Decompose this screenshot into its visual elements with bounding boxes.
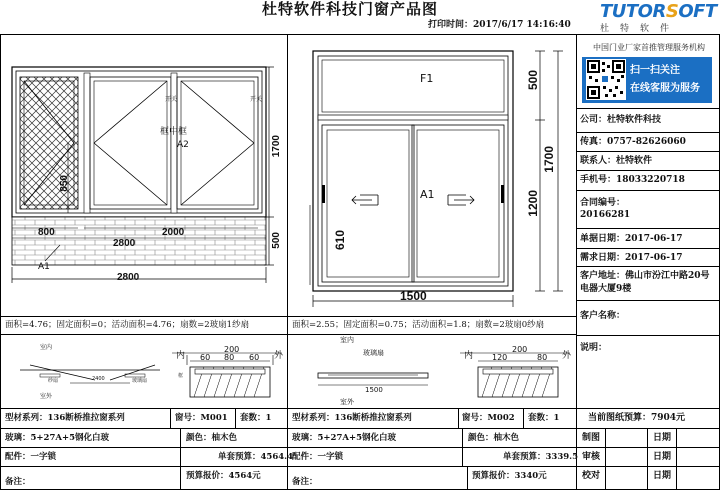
left-sec-2400: 2400	[92, 376, 105, 382]
rp-row	[576, 248, 720, 249]
left-dim-2800b: 2800	[117, 272, 140, 283]
right-sec-1500: 1500	[365, 386, 383, 394]
rp-row	[576, 108, 720, 109]
right-dim-1200: 1200	[526, 190, 540, 217]
right-sec-out: 室外	[340, 398, 354, 406]
right-sec-inner: 内	[464, 351, 474, 361]
divider-right	[576, 34, 577, 490]
left-label-fixed2: 开关	[250, 96, 263, 103]
right-color: 颜色：柚木色	[468, 433, 520, 443]
row-series-top	[0, 408, 720, 409]
qr-line-2: 在线客服为服务	[630, 83, 700, 94]
right-section-drawing	[288, 335, 576, 408]
review-label: 审核	[582, 452, 601, 462]
address: 客户地址：佛山市汾江中路20号	[580, 271, 710, 281]
left-label-mid: 框中框	[160, 127, 188, 137]
right-label-a1: A1	[420, 188, 435, 201]
right-series: 型材系列：136断桥推拉窗系列	[292, 413, 412, 423]
left-sec-in: 室内	[40, 344, 53, 351]
right-sec-glass: 玻璃扇	[363, 349, 384, 357]
left-sec-out: 室外	[40, 393, 53, 400]
left-label-fixed1: 开关	[165, 96, 178, 103]
left-dim-2800a: 2800	[113, 238, 136, 249]
right-label-f1: F1	[420, 72, 434, 85]
contract-no: 20166281	[580, 210, 631, 220]
vsep	[647, 428, 648, 490]
left-sets: 套数：1	[240, 413, 272, 423]
address-line2: 电器大厦9楼	[580, 284, 632, 294]
row-acc-top	[0, 447, 720, 448]
customer-name: 客户名称：	[580, 311, 626, 321]
right-glass: 玻璃：5+27A+5钢化白玻	[292, 433, 396, 443]
rp-row	[576, 300, 720, 301]
row-glass-top	[0, 428, 720, 429]
right-dim-1700: 1700	[542, 146, 556, 173]
print-time: 打印时间：2017/6/17 14:16:40	[428, 20, 571, 30]
left-window-drawing	[0, 35, 287, 316]
right-sec-80: 80	[537, 353, 548, 362]
left-dim-800: 800	[38, 227, 55, 238]
made-label: 制图	[582, 433, 601, 443]
row-area-top	[0, 316, 576, 317]
qr-line-1: 扫一扫关注	[630, 65, 680, 76]
right-area-line: 面积=2.55；固定面积=0.75；活动面积=1.8；扇数=2玻扇0纱扇	[292, 320, 545, 330]
vsep	[235, 408, 236, 428]
left-label-a1: A1	[38, 262, 50, 272]
vsep	[170, 408, 171, 428]
date-label-1: 日期	[653, 433, 672, 443]
right-unit-budget: 单套预算：3339.5	[503, 452, 579, 462]
vsep	[180, 428, 181, 466]
contact: 联系人：杜特软件	[580, 156, 653, 166]
left-sec-s1: 纱扇	[48, 378, 59, 384]
right-sec-120: 120	[492, 353, 508, 362]
right-accessory: 配件：一字锁	[292, 452, 344, 462]
left-accessory: 配件：一字锁	[5, 452, 57, 462]
fax: 传真：0757-82626060	[580, 137, 686, 147]
vsep	[605, 428, 606, 490]
vsep	[462, 428, 463, 466]
phone: 手机号：18033220718	[580, 175, 685, 185]
right-dim-1500: 1500	[400, 289, 427, 303]
left-glass: 玻璃：5+27A+5钢化白玻	[5, 433, 109, 443]
need-date: 需求日期：2017-06-17	[580, 253, 683, 263]
rp-row	[576, 266, 720, 267]
right-dim-500: 500	[526, 70, 540, 91]
order-date: 单据日期：2017-06-17	[580, 234, 683, 244]
left-series: 型材系列：136断桥推拉窗系列	[5, 413, 125, 423]
note: 说明：	[580, 343, 608, 353]
brand-logo: TUTORSOFT	[600, 1, 717, 22]
rp-row	[576, 190, 720, 191]
right-sets: 套数：1	[528, 413, 560, 423]
left-dim-2000: 2000	[162, 227, 185, 238]
vsep	[458, 408, 459, 428]
vsep	[180, 466, 181, 490]
left-window-no: 窗号：M001	[175, 413, 228, 423]
vsep	[523, 408, 524, 428]
check-label: 校对	[582, 471, 601, 481]
right-sec-outer: 外	[562, 351, 572, 361]
left-sec-inner: 内	[176, 351, 186, 361]
left-sec-80: 80	[224, 353, 235, 362]
left-sec-s3: 框	[178, 373, 184, 379]
company-name: 公司：杜特软件科技	[580, 115, 662, 125]
page-title: 杜特软件科技门窗产品图	[262, 0, 439, 18]
left-dim-850: 850	[59, 175, 70, 192]
total-budget: 当前图纸预算：7904元	[588, 413, 686, 423]
contract-label: 合同编号：	[580, 198, 626, 208]
right-window-no: 窗号：M002	[462, 413, 515, 423]
left-dim-500: 500	[271, 232, 282, 249]
left-budget-quote: 预算报价：4564元	[186, 471, 261, 481]
date-label-2: 日期	[653, 452, 672, 462]
left-sec-outer: 外	[274, 351, 284, 361]
right-sec-in: 室内	[340, 336, 354, 344]
left-color: 颜色：柚木色	[186, 433, 238, 443]
rp-row	[576, 151, 720, 152]
left-sec-200: 200	[224, 345, 240, 354]
rp-row	[576, 170, 720, 171]
left-remark: 备注：	[5, 477, 31, 487]
brand-subtitle: 杜特软件	[600, 24, 681, 34]
row-budget-top	[0, 466, 720, 467]
left-sec-60a: 60	[200, 353, 211, 362]
left-sec-s2: 玻璃扇	[132, 378, 148, 384]
vsep	[467, 466, 468, 490]
left-sec-60b: 60	[249, 353, 260, 362]
qr-code-icon	[586, 59, 626, 100]
right-sec-200: 200	[512, 345, 528, 354]
rp-row	[576, 335, 720, 336]
left-unit-budget: 单套预算：4564.4	[218, 452, 294, 462]
left-label-a2: A2	[177, 140, 189, 150]
brand-tagline: 中国门业厂家首推管理服务机构	[593, 43, 705, 52]
right-remark: 备注：	[292, 477, 318, 487]
rp-row	[576, 228, 720, 229]
right-dim-610: 610	[333, 230, 347, 251]
left-dim-1700: 1700	[271, 135, 282, 158]
rp-row	[576, 132, 720, 133]
date-label-3: 日期	[653, 471, 672, 481]
right-budget-quote: 预算报价：3340元	[472, 471, 547, 481]
vsep	[676, 428, 677, 490]
left-area-line: 面积=4.76；固定面积=0；活动面积=4.76；扇数=2玻扇1纱扇	[5, 320, 250, 330]
